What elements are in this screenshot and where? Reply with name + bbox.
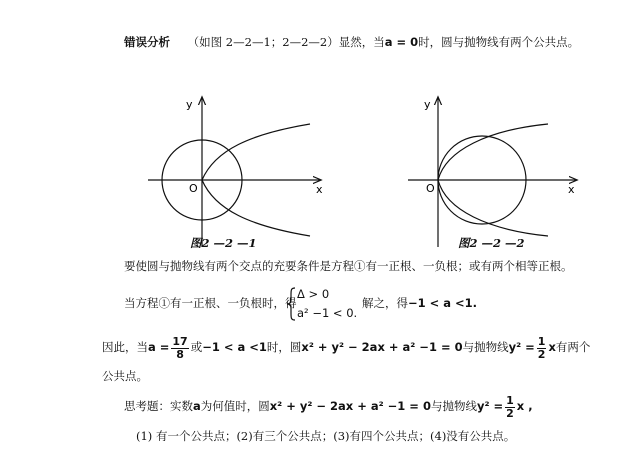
para-4-with: 与抛物线 (430, 399, 477, 413)
axis-x-label: x (568, 183, 575, 196)
para-3-post: 有两个 (555, 340, 591, 354)
heading-text2: 时，圆与抛物线有两个公共点。 (418, 35, 580, 49)
para-2-pre: 当方程①有一正根、一负根时，得 (124, 296, 297, 310)
fraction-17-8 (171, 336, 188, 361)
figure-caption-2: 图2 —2 —2 (458, 236, 525, 250)
parabola-lhs: y² = (508, 340, 535, 354)
frac-num: 1 (537, 334, 546, 348)
figure-caption-1: 图2 —2 —1 (190, 236, 257, 250)
system-line-1: Δ > 0 (297, 287, 330, 301)
figure-2-2-2 (398, 92, 588, 252)
axis-y-label: y (186, 98, 193, 111)
heading-line (124, 34, 579, 50)
frac-den: 2 (537, 347, 546, 361)
heading-text: （如图 2—2—1；2—2—2）显然，当 (187, 35, 385, 49)
para-5: (1) 有一个公共点；(2)有三个公共点；(3)有四个公共点；(4)没有公共点。 (136, 429, 516, 443)
axis-y-label: y (424, 98, 431, 111)
para-3-with: 与抛物线 (462, 340, 509, 354)
brace-icon (286, 287, 296, 321)
para-3-pre: 因此，当 (102, 340, 148, 354)
a-equals: a = (148, 340, 170, 354)
para-4-var: a (193, 399, 201, 413)
para-2-result: −1 < a <1. (408, 296, 478, 310)
axis-x-label: x (316, 183, 323, 196)
fraction-1-2 (537, 336, 547, 361)
circle-equation: x² + y² − 2ax + a² −1 = 0 (269, 399, 431, 413)
circle-equation: x² + y² − 2ax + a² −1 = 0 (301, 340, 463, 354)
para-1: 要使圆与抛物线有两个交点的充要条件是方程①有一正根、一负根；或有两个相等正根。 (124, 259, 573, 273)
para-3-mid: 或 (190, 340, 203, 354)
parabola-lhs: y² = (476, 399, 504, 413)
frac-num: 1 (506, 393, 514, 407)
para-4-pre: 思考题：实数 (124, 399, 193, 413)
parabola-rhs: x , (516, 399, 533, 413)
frac-den: 8 (176, 347, 184, 361)
figure-2-2-1 (140, 92, 330, 252)
para-3-mid2: 时，圆 (266, 340, 302, 354)
heading-cond: a = 0 (384, 35, 419, 49)
origin-label: O (189, 182, 198, 195)
para-4 (124, 392, 533, 420)
para-3-cont: 公共点。 (102, 369, 148, 383)
para-2-post (362, 295, 477, 311)
frac-num: 17 (172, 334, 188, 348)
origin-label: O (426, 182, 435, 195)
fraction-1-2 (505, 395, 515, 420)
para-4-mid: 为何值时，圆 (200, 399, 270, 413)
parabola-rhs: x (548, 340, 556, 354)
para-3-range: −1 < a <1 (202, 340, 267, 354)
system-line-2: a² −1 < 0. (297, 306, 358, 320)
para-3 (102, 333, 590, 361)
frac-den: 2 (506, 406, 514, 420)
para-2-solve: 解之，得 (362, 296, 408, 310)
para-2 (124, 295, 297, 311)
heading-title: 错误分析 (124, 35, 170, 49)
